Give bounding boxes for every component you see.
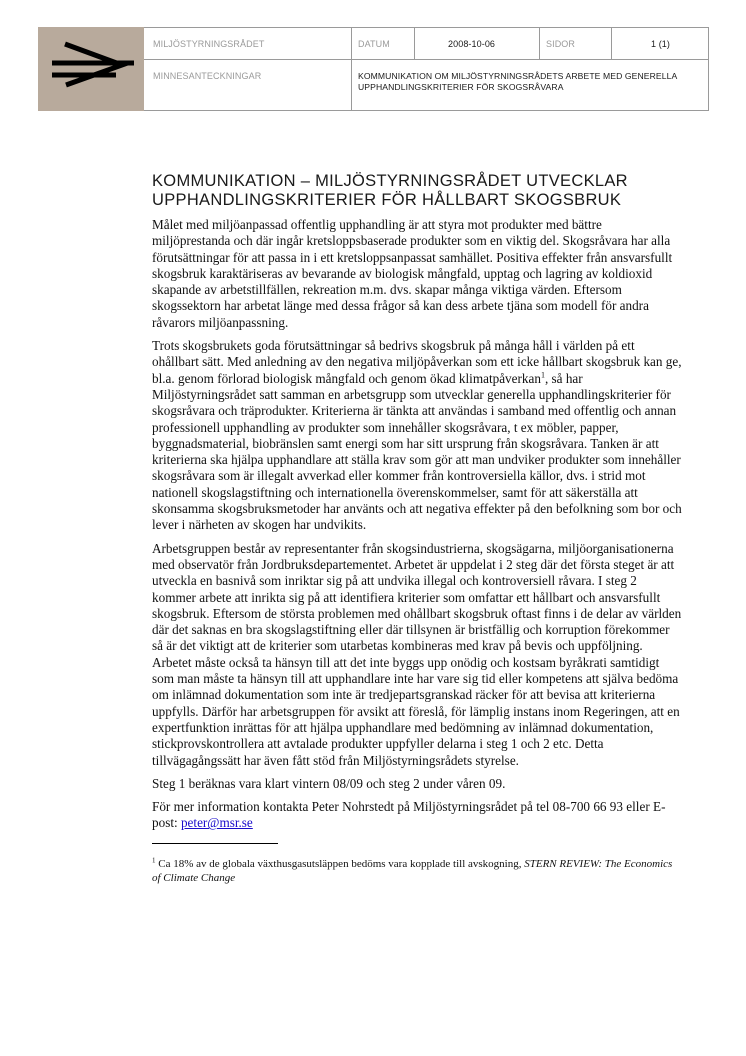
header-grid xyxy=(144,27,709,111)
paragraph-background-text-b: , så har Miljöstyrningsrådet satt samman en arbetsgrupp som utvecklar generella upphandlingskriterier för skogsråvara och träprodukter. Kriterierna är tänkta att användas i samband med offentlig och annan professionell upphandling av produkter som innehåller skogsråvara, t ex möbler, papper, byggnadsmaterial, biobränslen samt energi som har sitt ursprung från skogsråvara. Tanken är att kriterierna ska hjälpa upphandlare att ställa krav som gör att man undviker produkter som innehåller skogsråvara som är illegalt avverkad eller kommer från kontroversiella källor, dvs. i strid mot nationell skogslagstiftning och internationella överenskommelser, samt för att säkerställa att skonsamma skogsbruksmetoder har använts och att negativa effekter på den befolkning som bor och lever i närheten av skogen har undvikits. xyxy=(152,370,682,533)
paragraph-goal: Målet med miljöanpassad offentlig upphandling är att styra mot produkter med bättre miljöprestanda och där ingår kretsloppsbaserade produkter som en viktig del. Skogsråvara har alla förutsättningar för att passa in i ett kretsloppsanpassat samhället. Positiva effekter från ansvarsfullt skogsbruk karaktäriseras av bevarande av biologisk mångfald, upptag och lagring av koldioxid skapande av arbetstillfällen, rekreation m.m. dvs. skapar många viktiga värden. Eftersom skogssektorn har arbetat länge med dessa frågor så kan dess arbete tjäna som modell för andra råvarors miljöanpassning. xyxy=(152,217,673,330)
paragraph-background xyxy=(152,338,682,534)
footnote xyxy=(152,857,682,885)
document-header xyxy=(38,27,709,111)
paragraph-background-text-a: Trots skogsbrukets goda förutsättningar så bedrivs skogsbruk på många håll i världen på ett ohållbart sätt. Med anledning av den negativa miljöpåverkan som ett icke hållbart skogsbruk kan ge, bl.a. genom förlorad biologisk mångfald och genom ökad klimatpåverkan xyxy=(152,338,682,386)
doc-type: MINNESANTECKNINGAR xyxy=(153,71,262,81)
pages-label: SIDOR xyxy=(546,39,576,49)
date-value: 2008-10-06 xyxy=(448,39,496,49)
org-name: MILJÖSTYRNINGSRÅDET xyxy=(153,39,265,49)
footnote-source: STERN REVIEW: The Economics of Climate Change xyxy=(152,857,673,884)
paragraph-working-group: Arbetsgruppen består av representanter från skogsindustrierna, skogsägarna, miljöorganisationerna med observatör från Jordbruksdepartementet. Arbetet är uppdelat i 2 steg där det första steget är att utveckla en basnivå som inriktar sig på att undvika illegal och kontroversiell råvara. I steg 2 kommer arbete att inrikta sig på att identifiera kriterier som omfattar ett hållbart och ansvarsfullt skogsbruk. Eftersom de största problemen med ohållbart skogsbruk oftast finns i de delar av världen där det saknas en bra skogslagstiftning eller där tillsynen är bristfällig och korruption förekommer så är det viktigt att de kriterier som utarbetas kombineras med krav på bevis och uppföljning. Arbetet måste också ta hänsyn till att det inte byggs upp onödig och kostsam byråkrati samtidigt som man måste ta hänsyn till att upphandlare inte har vare sig tid eller kompetens att själva bedöma om inlämnad dokumentation som inte är tredjepartsgranskad räcker för att bevisa att kriterierna uppfylls. Därför har arbetsgruppen för avsikt att föreslå, för lämplig instans inom Regeringen, att en expertfunktion inrättas för att hjälpa upphandlare med bedömning av inlämnad dokumentation, stickprovskontrollera att avtalade produkter uppfyller delarna i steg 1 och 2 etc. Detta tillvägagångssätt har även fått stöd från Miljöstyrningsrådets styrelse. xyxy=(152,540,682,768)
subject-line-2: UPPHANDLINGSKRITERIER FÖR SKOGSRÅVARA xyxy=(358,82,564,92)
title-line-2: UPPHANDLINGSKRITERIER FÖR HÅLLBART SKOGSBRUK xyxy=(152,191,622,209)
date-label: DATUM xyxy=(358,39,390,49)
logo xyxy=(38,27,144,111)
msr-logo-icon xyxy=(38,27,144,111)
title-line-1: KOMMUNIKATION – MILJÖSTYRNINGSRÅDET UTVECKLAR xyxy=(152,172,628,190)
paragraph-timeline: Steg 1 beräknas vara klart vintern 08/09 och steg 2 under våren 09. xyxy=(152,775,506,791)
subject-line-1: KOMMUNIKATION OM MILJÖSTYRNINGSRÅDETS ARBETE MED GENERELLA xyxy=(358,71,678,81)
document-body xyxy=(152,172,682,885)
footnote-reference[interactable]: 1 xyxy=(540,370,545,380)
contact-text: För mer information kontakta Peter Nohrstedt på Miljöstyrningsrådet på tel 08-700 66 93 eller E-post: xyxy=(152,799,666,831)
paragraph-contact xyxy=(152,799,682,832)
page-title xyxy=(152,172,682,210)
pages-value: 1 (1) xyxy=(651,39,671,49)
footnote-number: 1 xyxy=(152,856,156,865)
footnote-divider xyxy=(152,843,278,844)
footnote-text: Ca 18% av de globala växthusgasutsläppen bedöms vara kopplade till avskogning, xyxy=(155,857,525,870)
email-link[interactable]: peter@msr.se xyxy=(180,815,253,831)
